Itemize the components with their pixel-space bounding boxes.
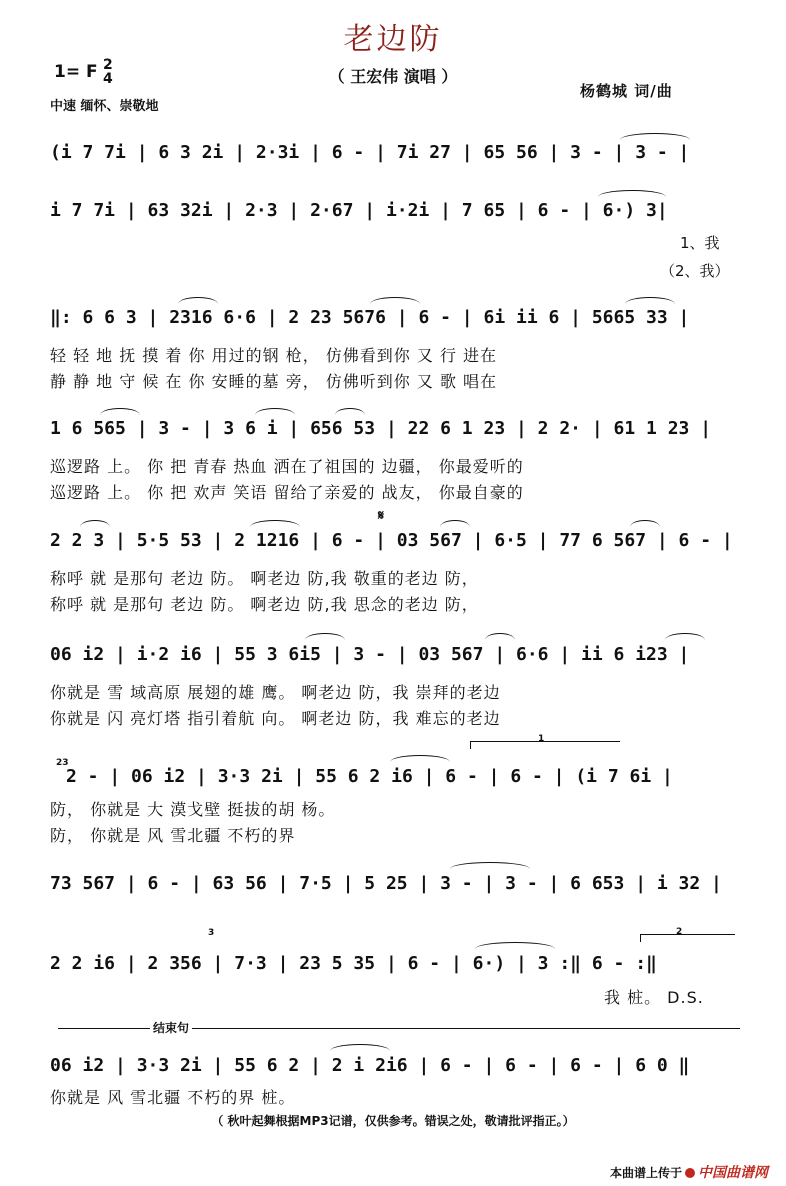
site-name[interactable]: 中国曲谱网 [698,1165,768,1181]
upload-prefix: 本曲谱上传于 [609,1166,682,1180]
score-row-4: 1 6 565 | 3 - | 3 6 i | 656 53 | 22 6 1 23 | 2 2· | 61 1 23 | [50,418,712,439]
tie-slur [620,133,690,140]
volta-2-number: 2 [676,927,683,937]
slur [665,633,705,640]
ending-label: 结束句 [150,1019,192,1036]
score-row-7: 2 - | 06 i2 | 3·3 2i | 55 6 2 i6 | 6 - | 6 - | (i 7 6i | [66,766,673,787]
lyrics-row-6-verse-1: 你就是 雪 域高原 展翅的雄 鹰。 啊老边 防，我 崇拜的老边 [50,683,501,702]
lyrics-row-5-verse-2: 称呼 就 是那句 老边 防。 啊老边 防,我 思念的老边 防， [50,595,479,614]
slur [630,520,660,527]
slur [178,297,218,304]
score-row-3: ‖: 6 6 3 | 2316 6·6 | 2 23 5676 | 6 - | 6i ii 6 | 5665 33 | [50,307,690,328]
verse-2-pickup: （2、我） [660,262,730,280]
slur [390,755,450,762]
lyrics-row-4-verse-1: 巡逻路 上。 你 把 青春 热血 洒在了祖国的 边疆， 你最爱听的 [50,457,524,476]
tempo-marking: 中速 缅怀、崇敬地 [50,99,159,114]
slur [250,520,300,527]
time-signature [103,58,113,86]
tie-slur [330,1044,390,1051]
author-credit: 杨鹤城 词/曲 [580,82,673,100]
volta-2-tick [640,934,641,942]
slur [440,520,470,527]
tie-slur [475,942,555,949]
slur [335,408,365,415]
lyrics-row-9: 我 桩。 D.S. [604,988,704,1007]
slur [100,408,140,415]
key-signature: 1= F [54,62,98,82]
segno-sign: 𝄋 [378,508,385,524]
tie-slur [598,190,666,197]
lyrics-row-3-verse-1: 轻 轻 地 抚 摸 着 你 用过的钢 枪， 仿佛看到你 又 行 进在 [50,346,498,365]
verse-1-pickup: 1、我 [680,234,720,252]
singer-credit: （ 王宏伟 演唱 ） [328,67,458,86]
lyrics-row-10: 你就是 风 雪北疆 不朽的界 桩。 [50,1088,296,1107]
score-row-8: 73 567 | 6 - | 63 56 | 7·5 | 5 25 | 3 - | 3 - | 6 653 | i 32 | [50,873,722,894]
score-row-6: 06 i2 | i·2 i6 | 55 3 6i5 | 3 - | 03 567 | 6·6 | ii 6 i23 | [50,644,690,665]
lyrics-row-4-verse-2: 巡逻路 上。 你 把 欢声 笑语 留给了亲爱的 战友， 你最自豪的 [50,483,524,502]
volta-1-tick [470,741,471,749]
transcription-note: （ 秋叶起舞根据MP3记谱，仅供参考。错误之处，敬请批评指正。） [211,1114,575,1128]
tie-slur [450,862,530,869]
lyrics-row-5-verse-1: 称呼 就 是那句 老边 防。 啊老边 防,我 敬重的老边 防， [50,569,479,588]
volta-1-number: 1 [538,734,545,744]
score-row-10: 06 i2 | 3·3 2i | 55 6 2 | 2 i 2i6 | 6 - | 6 - | 6 - | 6 0 ‖ [50,1055,690,1076]
volta-1-bracket [470,741,620,742]
volta-2-bracket [640,934,735,935]
score-row-9: 2 2 i6 | 2 356 | 7·3 | 23 5 35 | 6 - | 6·) | 3 :‖ 6 - :‖ [50,953,657,974]
score-row-2: i 7 7i | 63 32i | 2·3 | 2·67 | i·2i | 7 65 | 6 - | 6·) 3| [50,200,668,221]
grace-note: 23 [56,758,69,768]
lyrics-row-6-verse-2: 你就是 闪 亮灯塔 指引着航 向。 啊老边 防，我 难忘的老边 [50,709,501,728]
slur [625,297,675,304]
triplet-marker: 3 [208,928,215,938]
lyrics-row-7-verse-1: 防， 你就是 大 漠戈壁 挺拔的胡 杨。 [50,800,336,819]
score-row-1: (i 7 7i | 6 3 2i | 2·3i | 6 - | 7i 27 | 65 56 | 3 - | 3 - | [50,142,690,163]
time-signature-top: 2 [103,57,113,73]
slur [370,297,420,304]
slur [80,520,110,527]
lyrics-row-3-verse-2: 静 静 地 守 候 在 你 安睡的墓 旁， 仿佛听到你 又 歌 唱在 [50,372,498,391]
lyrics-row-7-verse-2: 防， 你就是 风 雪北疆 不朽的界 [50,826,296,845]
slur [305,633,345,640]
site-logo-icon [685,1168,695,1178]
slur [255,408,295,415]
song-title: 老边防 [343,22,443,57]
score-row-5: 2 2 3 | 5·5 53 | 2 1216 | 6 - | 03 567 | 6·5 | 77 6 567 | 6 - | [50,530,733,551]
time-signature-bottom: 4 [103,71,113,87]
site-credit [610,1162,768,1182]
slur [485,633,515,640]
